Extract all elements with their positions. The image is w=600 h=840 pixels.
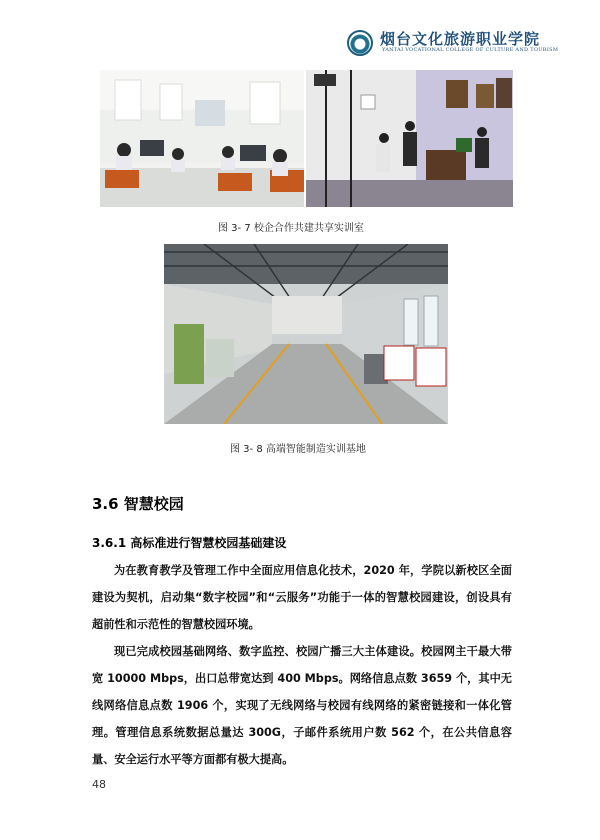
college-name-en: YANTAI VOCATIONAL COLLEGE OF CULTURE AND TOURISM [382, 47, 559, 53]
figure-caption-3-8: 图 3- 8 高端智能制造实训基地 [230, 444, 366, 455]
figure-caption-3-7: 图 3- 7 校企合作共建共享实训室 [218, 223, 364, 234]
college-logo-icon [347, 30, 373, 56]
studio-photo [306, 70, 513, 207]
paragraph-1: 为在教育教学及管理工作中全面应用信息化技术，2020 年，学院以新校区全面建设为契机，启动集“数字校园”和“云服务”功能于一体的智慧校园建设，创设具有超前性和示范性的智慧校园环境。 [92, 564, 512, 631]
subsection-heading: 3.6.1 高标准进行智慧校园基础建设 [92, 536, 287, 550]
page-header [0, 0, 600, 62]
college-name-cn: 烟台文化旅游职业学院 [380, 30, 541, 48]
page-number: 48 [92, 778, 106, 791]
section-heading: 3.6 智慧校园 [92, 495, 184, 513]
computer-lab-photo [100, 70, 304, 207]
manufacturing-base-photo [164, 244, 448, 424]
paragraph-2: 现已完成校园基础网络、数字监控、校园广播三大主体建设。校园网主干最大带宽 10000 Mbps，出口总带宽达到 400 Mbps。网络信息点数 3659 个，其中无线网络信息点数 1906 个，实现了无线网络与校园有线网络的紧密链接和一体化管理。管理信息系统数据总量达 300G，子邮件系统用户数 562 个，在公共信息容量、安全运行水平等方面都有极大提高。 [92, 645, 512, 766]
